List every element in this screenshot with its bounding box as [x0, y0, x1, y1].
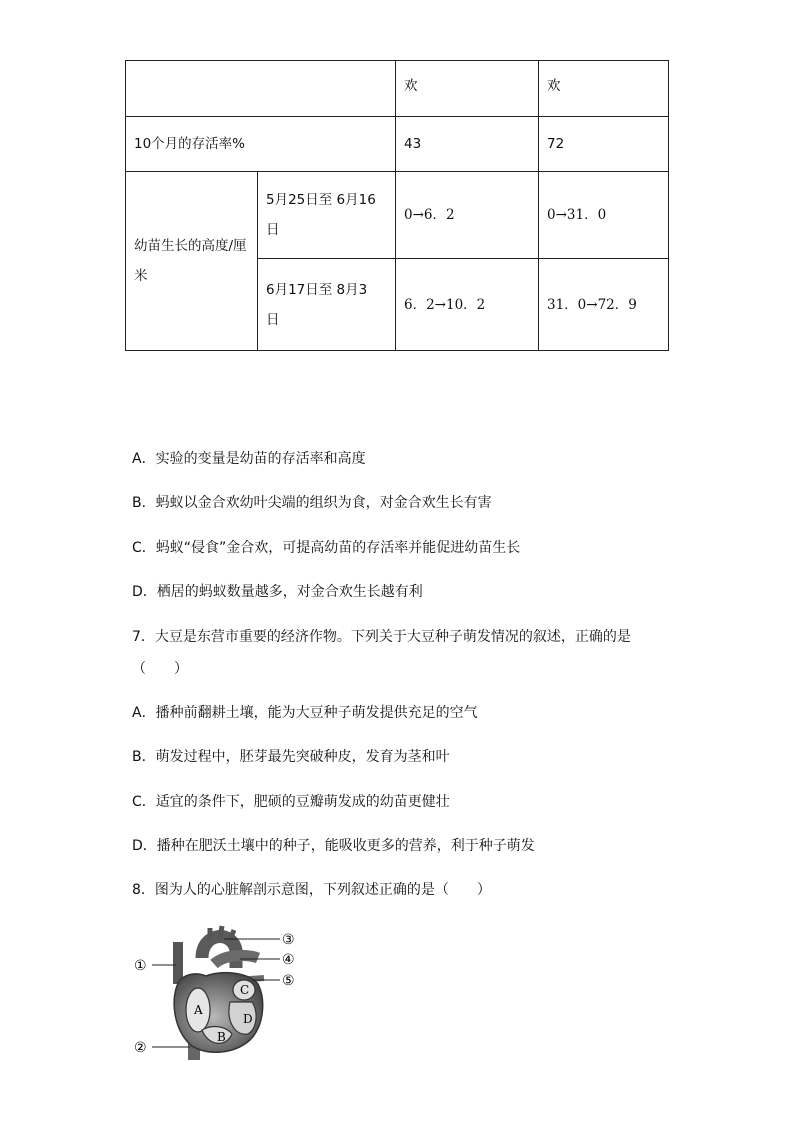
label-a: A [194, 1003, 203, 1017]
table-row [126, 117, 669, 172]
label-d: D [243, 1012, 253, 1026]
q7-stem: 7．大豆是东营市重要的经济作物。下列关于大豆种子萌发情况的叙述，正确的是 [132, 629, 631, 645]
period-line1: 5月25日至 6月16 [266, 192, 376, 208]
table-cell: 0→31．0 [539, 172, 669, 259]
period-line2: 日 [266, 222, 280, 238]
label-3: ③ [282, 932, 295, 948]
q6-option-b: B．蚂蚁以金合欢幼叶尖端的组织为食，对金合欢生长有害 [132, 495, 492, 511]
heart-diagram [130, 922, 305, 1064]
table-cell: 6．2→10．2 [396, 259, 539, 351]
table-row [126, 61, 669, 117]
table-cell: 0→6．2 [396, 172, 539, 259]
period-line1: 6月17日至 8月3 [266, 281, 368, 298]
row-label-height [126, 172, 258, 351]
table-cell: 72 [539, 117, 669, 172]
q7-option-c: C．适宜的条件下，肥硕的豆瓣萌发成的幼苗更健壮 [132, 794, 450, 810]
label-c: C [240, 983, 250, 997]
q7-option-b: B．萌发过程中，胚芽最先突破种皮，发育为茎和叶 [132, 749, 450, 765]
period-line2: 日 [266, 311, 280, 328]
label-5: ⑤ [282, 973, 295, 989]
q6-option-d: D．栖居的蚂蚁数量越多，对金合欢生长越有利 [132, 584, 423, 600]
period-cell [258, 172, 396, 259]
experiment-table [125, 60, 669, 351]
row-label-height-line1: 幼苗生长的高度/厘 [134, 238, 247, 254]
table-row [126, 172, 669, 259]
table-cell: 31．0→72．9 [539, 259, 669, 351]
q6-option-c: C．蚂蚁“侵食”金合欢，可提高幼苗的存活率并能促进幼苗生长 [132, 540, 521, 556]
label-2: ② [134, 1040, 147, 1056]
q6-option-a: A．实验的变量是幼苗的存活率和高度 [132, 451, 366, 467]
q7-stem-blank: （ ） [132, 661, 188, 677]
label-b: B [217, 1030, 226, 1044]
table-header-cell: 欢 [539, 61, 669, 117]
q8-stem: 8．图为人的心脏解剖示意图，下列叙述正确的是（ ） [132, 882, 491, 898]
row-label-survival: 10个月的存活率% [126, 117, 396, 172]
q7-option-d: D．播种在肥沃土壤中的种子，能吸收更多的营养，利于种子萌发 [132, 838, 535, 854]
period-cell [258, 259, 396, 351]
table-cell: 43 [396, 117, 539, 172]
table-cell-empty [126, 61, 396, 117]
label-1: ① [134, 958, 147, 974]
label-4: ④ [282, 952, 295, 968]
table-header-cell: 欢 [396, 61, 539, 117]
q7-option-a: A．播种前翻耕土壤，能为大豆种子萌发提供充足的空气 [132, 705, 478, 721]
heart-illustration [130, 922, 305, 1064]
row-label-height-line2: 米 [134, 268, 148, 284]
